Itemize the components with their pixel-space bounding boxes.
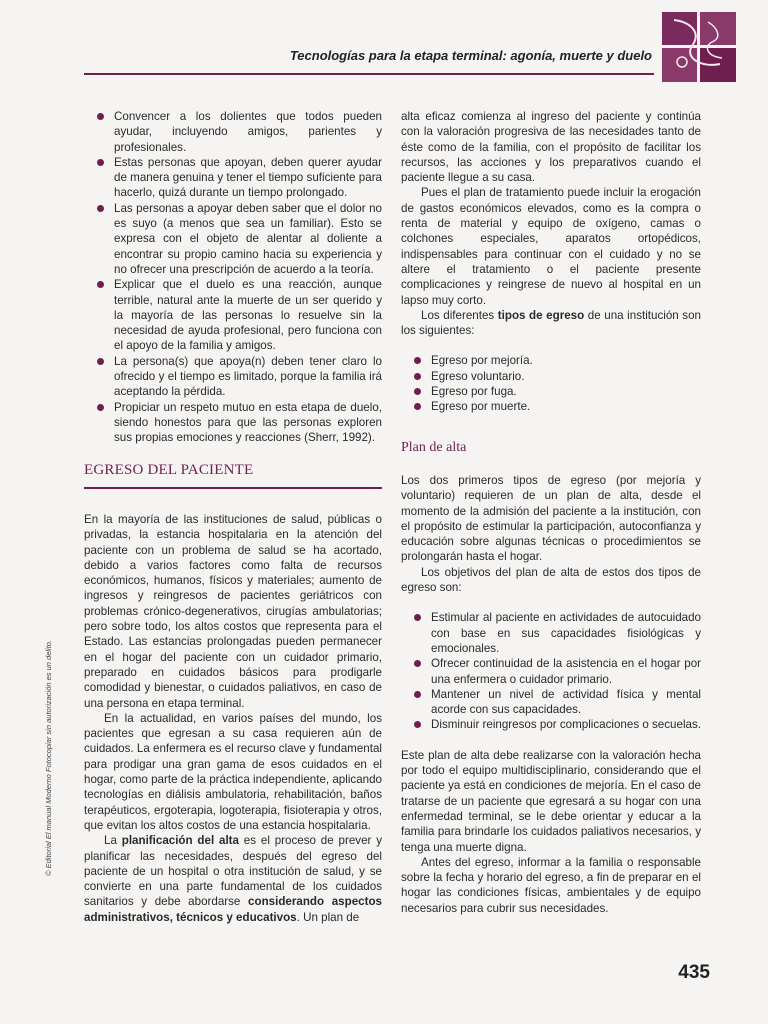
section-rule [84, 487, 382, 489]
list-item: Ofrecer continuidad de la asistencia en el hogar por una enfermera o cuidador primario. [401, 656, 701, 687]
list-item: Disminuir reingresos por complicaciones o secuelas. [401, 717, 701, 732]
list-item: Egreso voluntario. [401, 369, 701, 384]
running-header: Tecnologías para la etapa terminal: agonía, muerte y duelo [289, 48, 652, 63]
list-item: Mantener un nivel de actividad física y mental acorde con sus capacidades. [401, 687, 701, 718]
emphasis-text: tipos de egreso [497, 308, 585, 322]
paragraph: Los dos primeros tipos de egreso (por mejoría y voluntario) requieren de un plan de alta, desde el momento de la admisión del paciente a la institución, con el propósito de estimular la participación, autoconfianza y educación sobre algunas técnicas o procedimientos se prolongarán hasta el hogar. [401, 474, 701, 564]
chapter-logo-icon [662, 12, 736, 82]
list-item: La persona(s) que apoya(n) deben tener claro lo ofrecido y el tiempo es limitado, porque la familia irá aceptando la pérdida. [84, 354, 382, 400]
objectives-list [401, 610, 701, 732]
copyright-note: © Editorial El manual Moderno Fotocopiar sin autorización es un delito. [44, 639, 53, 876]
text-run: Los diferentes [421, 308, 498, 322]
egreso-types-list [401, 353, 701, 414]
paragraph: alta eficaz comienza al ingreso del paciente y continúa con la valoración progresiva de las necesidades tanto de éste como de la familia, con el propósito de facilitar los recursos, las acciones y los preparativos cuando el paciente llegue a su casa. [401, 110, 701, 185]
paragraph [84, 833, 382, 925]
paragraph: Los objetivos del plan de alta de estos dos tipos de egreso son: [401, 565, 701, 595]
emphasis-text: planificación del alta [121, 834, 239, 848]
text-run: es el proceso de prever y planificar las necesidades, después del egreso del paciente de un hospital o otra institución de salud, y se convierte en una parte fundamental de los cuidados sanitarios y debe abordarse [84, 834, 382, 909]
list-item: Estimular al paciente en actividades de autocuidado con base en sus capacidades fisiológicas y emocionales. [401, 610, 701, 656]
header-rule [84, 73, 654, 75]
text-run: La [104, 834, 122, 848]
list-item: Las personas a apoyar deben saber que el dolor no es suyo (a menos que sea un familiar). Esto se expresa con el objeto de alentar al doliente a encontrar su propio camino hacia su experiencia y no ofrecer una prescripción de acuerdo a la teoría. [84, 201, 382, 277]
subsection-title: Plan de alta [401, 440, 467, 455]
emphasis-text: considerando aspectos administrativos, técnicos y educativos [84, 895, 382, 924]
left-body-text [84, 512, 382, 925]
left-bullet-list-block [84, 109, 382, 446]
support-guidelines-list [84, 109, 382, 446]
paragraph [401, 308, 701, 339]
list-item: Egreso por fuga. [401, 384, 701, 399]
list-item: Convencer a los dolientes que todos pueden ayudar, incluyendo amigos, parientes y profesionales. [84, 109, 382, 155]
paragraph: Pues el plan de tratamiento puede incluir la erogación de gastos económicos elevados, como es la compra o renta de material y equipo de oxígeno, camas o colchones especiales, aparatos ortopédicos, indispensables para continuar con el cuidado y no se altere el tratamiento o el paciente presente complicaciones y reingrese de nuevo al hospital en un lapso muy corto. [401, 186, 701, 307]
list-item: Estas personas que apoyan, deben querer ayudar de manera genuina y tener el tiempo suficiente para hacerlo, quizá durante un tiempo prolongado. [84, 155, 382, 201]
page-number: 435 [678, 962, 710, 983]
paragraph: Este plan de alta debe realizarse con la valoración hecha por todo el equipo multidisciplinario, considerando que el paciente ya está en condiciones de mejoría. En el caso de tratarse de un paciente que egresará a su hogar con una enfermedad terminal, se le debe orientar y educar a la familia para brindarle los cuidados paliativos necesarios, y tenga una muerte digna. [401, 748, 701, 854]
list-item: Egreso por mejoría. [401, 353, 701, 368]
list-item: Explicar que el duelo es una reacción, aunque terrible, natural ante la muerte de un ser querido y la mayoría de las personas lo resuelve sin la necesidad de ayuda profesional, pero funciona con el apoyo de la familia y amigos. [84, 277, 382, 353]
right-body-top [401, 109, 701, 415]
text-run: . Un plan de [296, 910, 360, 924]
text-run: de una institución son los siguientes: [401, 308, 701, 338]
right-body-bottom [401, 473, 701, 916]
paragraph: Antes del egreso, informar a la familia o responsable sobre la fecha y horario del egreso, a fin de preparar en el hogar las condiciones físicas, ambientales y de equipo necesarios para cubrir sus necesidades. [401, 855, 701, 915]
list-item: Propiciar un respeto mutuo en esta etapa de duelo, siendo honestos para que las personas exploren sus propias emociones y reacciones (Sherr, 1992). [84, 400, 382, 446]
section-title: EGRESO DEL PACIENTE [84, 462, 254, 478]
paragraph: En la mayoría de las instituciones de salud, públicas o privadas, la estancia hospitalaria en la atención del paciente con un problema de salud se ha acortado, debido a varios factores como falta de recursos económicos, humanos, físicos y materiales; aumento de ingresos y reingresos de pacientes geriátricos con problemas crónico-degenerativos, cirugías ambulatorias; pero sobre todo, los altos costos que representa para el Estado. Las estancias prolongadas pueden permanecer en el hogar del paciente con un cuidador primario, preparado en cuidados básicos para prodigarle comodidad y bienestar, o cuidados paliativos, en caso de una persona en etapa terminal. [84, 513, 382, 710]
list-item: Egreso por muerte. [401, 399, 701, 414]
paragraph: En la actualidad, en varios países del mundo, los pacientes que egresan a su casa requieren aún de cuidados. La enfermera es el recurso clave y fundamental para prodigar una gran gama de esos cuidados en el hogar, como parte de la práctica independiente, aplicando tecnologías en diálisis ambulatoria, rehabilitación, baños terapéuticos, ergoterapia, logoterapia, fisioterapia y otros, que evitan los altos costos de una estancia hospitalaria. [84, 711, 382, 832]
